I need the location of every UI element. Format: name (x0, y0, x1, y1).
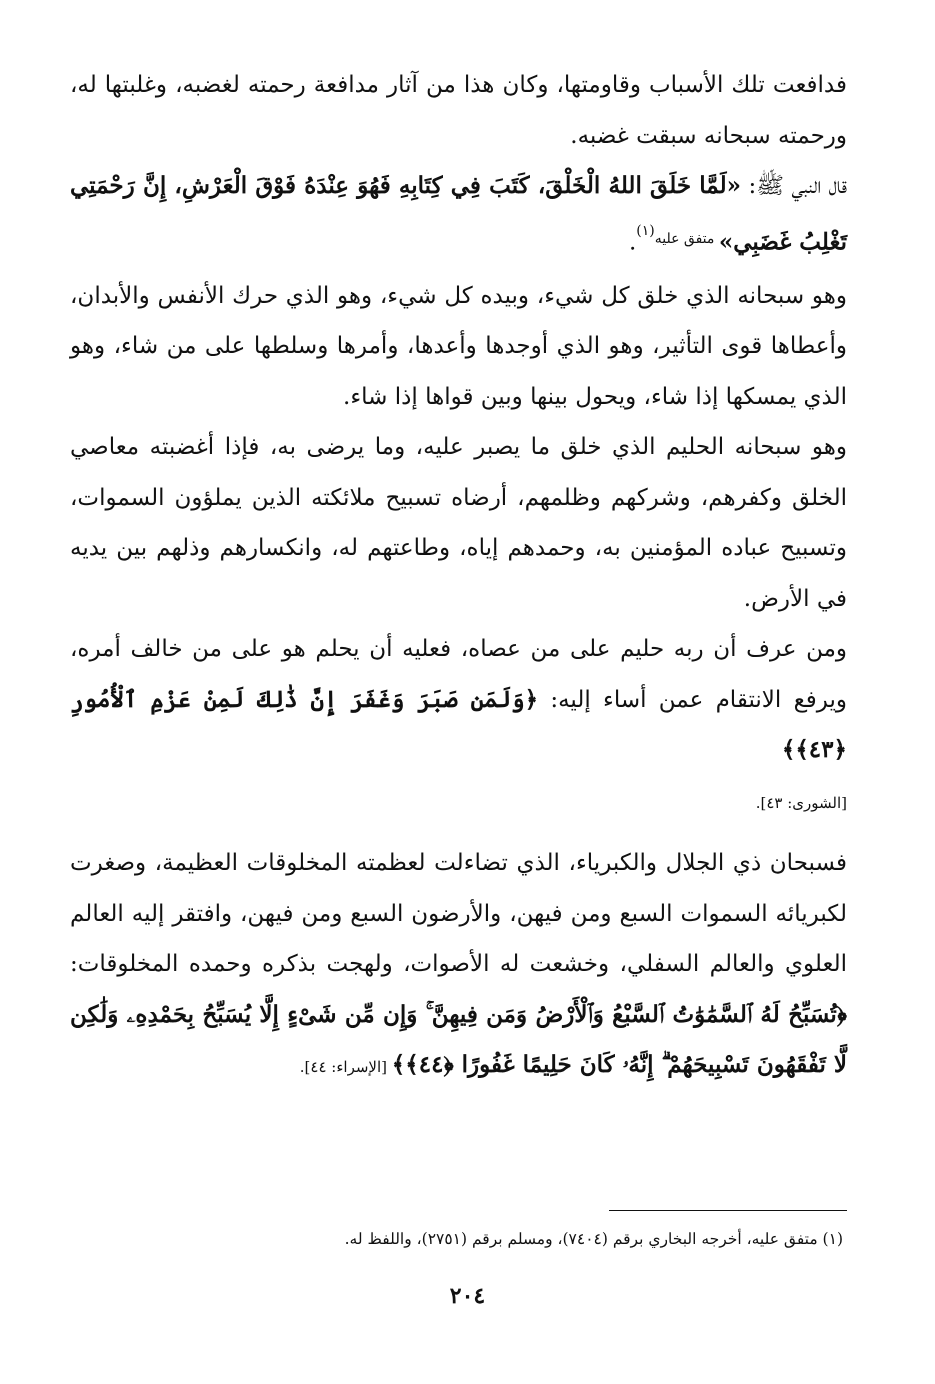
paragraph-3: وهو سبحانه الذي خلق كل شيء، وبيده كل شيء، وهو الذي حرك الأنفس والأبدان، وأعطاها قوى التأثير، وهو الذي أوجدها وأعدها، وأمرها وسلطها على من شاء، وهو الذي يمسكها إذا شاء، ويحول بينها وبين قواها إذا شاء. (70, 282, 847, 410)
footnote-separator (609, 1210, 847, 1211)
paragraph-4: وهو سبحانه الحليم الذي خلق ما يصبر عليه، وما يرضى به، فإذا أغضبته معاصي الخلق وكفرهم، وشركهم وظلمهم، أرضاه تسبيح ملائكته الذين يملؤون السموات، وتسبيح عباده المؤمنين به، وحمدهم إياه، وطاعتهم له، وانكسارهم وذلهم بين يديه في الأرض. (70, 434, 847, 612)
main-text (70, 60, 847, 1093)
paragraph-5 (70, 624, 847, 828)
paragraph-gap (70, 828, 847, 838)
verse-reference-ash-shura: [الشورى: ٤٣]. (755, 793, 847, 812)
verse-reference-al-isra: [الإسراء: ٤٤]. (299, 1058, 392, 1077)
paragraph-5-text: ومن عرف أن ربه حليم على من عصاه، فعليه أن يحلم هو على من خالف أمره، ويرفع الانتقام عمن أساء إليه: (70, 636, 847, 713)
footnote: (١) متفق عليه، أخرجه البخاري برقم (٧٤٠٤)، ومسلم برقم (٢٧٥١)، واللفظ له. (344, 1230, 843, 1248)
paragraph-1: فدافعت تلك الأسباب وقاومتها، وكان هذا من آثار مدافعة رحمته لغضبه، وغلبتها له، ورحمته سبحانه سبقت غضبه. (70, 72, 847, 149)
paragraph-2-end: . (628, 229, 637, 256)
hadith-grade: متفق عليه (654, 231, 719, 248)
paragraph-6 (70, 838, 847, 1093)
hadith-text: «لَمَّا خَلَقَ اللهُ الْخَلْقَ، كَتَبَ فِي كِتَابِهِ فَهُوَ عِنْدَهُ فَوْقَ الْعَرْشِ، إِنَّ رَحْمَتِي تَغْلِبُ غَضَبِي» (70, 172, 847, 256)
paragraph-6-text: فسبحان ذي الجلال والكبرياء، الذي تضاءلت لعظمته المخلوقات العظيمة، وصغرت لكبريائه السموات السبع ومن فيهن، والأرضون السبع ومن فيهن، وافتقر إليه العالم العلوي والعالم السفلي، وخشعت له الأصوات، ولهجت بذكره وحمده المخلوقات: (70, 850, 847, 978)
paragraph-2 (70, 161, 847, 271)
quran-verse-ash-shura: ﴿وَلَمَن صَبَرَ وَغَفَرَ إِنَّ ذَٰلِكَ لَمِنْ عَزْمِ ٱلْأُمُورِ ﴿٤٣﴾﴾ (70, 685, 847, 764)
hadith-intro: قال النبي ﷺ: (740, 173, 847, 199)
quran-verse-al-isra: ﴿تُسَبِّحُ لَهُ ٱلسَّمَٰوَٰتُ ٱلسَّبْعُ وَٱلْأَرْضُ وَمَن فِيهِنَّ ۚ وَإِن مِّن شَىْءٍ إِلَّا يُسَبِّحُ بِحَمْدِهِۦ وَلَٰكِن لَّا تَفْقَهُونَ تَسْبِيحَهُمْ ۗ إِنَّهُۥ كَانَ حَلِيمًا غَفُورًا ﴿٤٤﴾﴾ (70, 1000, 847, 1079)
footnote-marker: (١) (636, 222, 655, 239)
page-number: ٢٠٤ (449, 1283, 486, 1309)
